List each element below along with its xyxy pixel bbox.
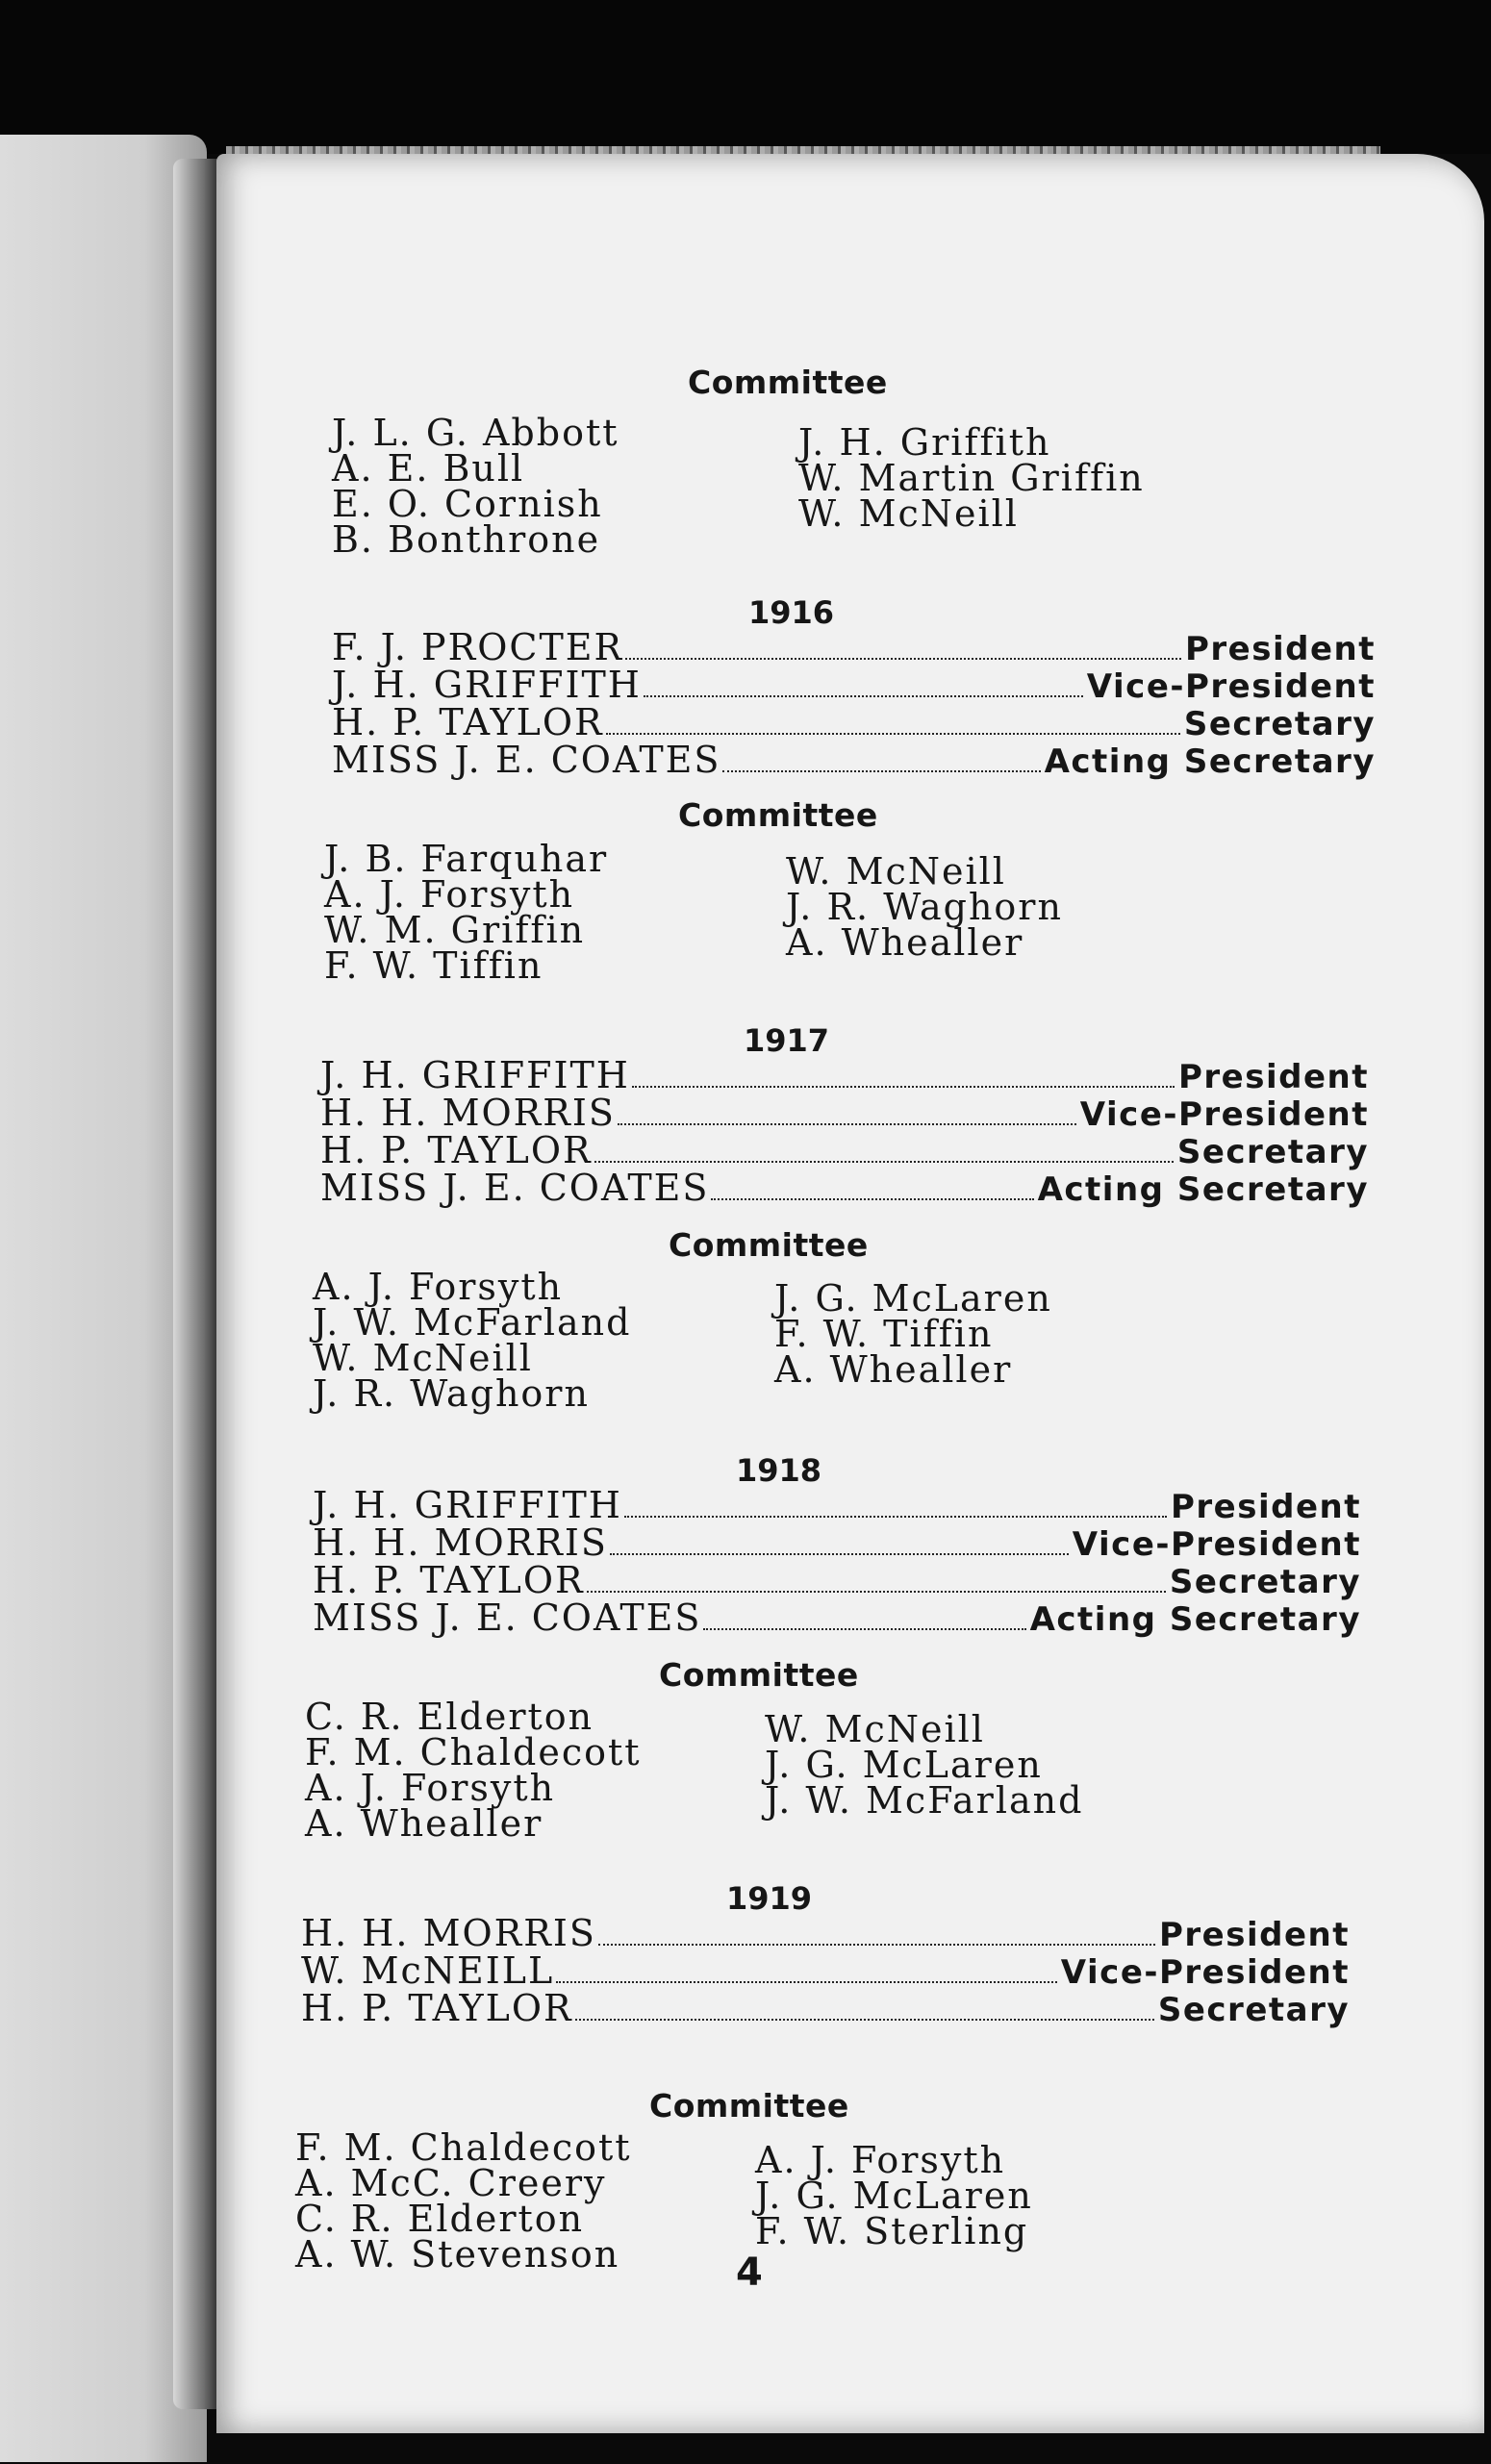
officer-row [320, 1129, 1369, 1171]
officers-list [332, 626, 1376, 781]
committee-heading: Committee [659, 1656, 859, 1694]
committee-member: J. G. McLaren [765, 1744, 1043, 1786]
officer-row [313, 1521, 1361, 1564]
committee-member: A. McC. Creery [295, 2162, 607, 2204]
committee-heading: Committee [678, 796, 878, 834]
officer-row [332, 701, 1376, 743]
committee-member: A. J. Forsyth [313, 1266, 564, 1308]
officer-row [313, 1559, 1361, 1601]
officer-name: H. P. TAYLOR [332, 701, 604, 743]
committee-member: J. G. McLaren [774, 1277, 1052, 1320]
officer-name: J. H. GRIFFITH [313, 1484, 622, 1526]
committee-member: J. W. McFarland [765, 1779, 1084, 1822]
officer-role: President [1178, 1058, 1369, 1096]
committee-member: C. R. Elderton [305, 1696, 594, 1738]
officer-name: H. P. TAYLOR [320, 1129, 593, 1171]
committee-right-list [798, 421, 1145, 535]
committee-member: A. Whealler [774, 1348, 1013, 1391]
leader-dots [594, 1161, 1174, 1163]
committee-member: F. M. Chaldecott [305, 1731, 642, 1773]
officer-role: Secretary [1176, 1133, 1369, 1171]
book-page [216, 154, 1484, 2433]
leader-dots [556, 1981, 1057, 1983]
officer-name: F. J. PROCTER [332, 626, 624, 668]
committee-member: F. W. Sterling [755, 2210, 1029, 2252]
committee-right-list [765, 1708, 1084, 1822]
committee-member: J. L. G. Abbott [332, 412, 619, 454]
committee-member: J. H. Griffith [798, 421, 1051, 464]
officer-row [301, 1987, 1350, 2029]
leader-dots [610, 1553, 1069, 1555]
committee-member: W. McNeill [313, 1337, 533, 1379]
officer-name: MISS J. E. COATES [320, 1167, 710, 1209]
leader-dots [644, 695, 1083, 697]
officer-role: Secretary [1157, 1991, 1350, 2029]
committee-member: A. J. Forsyth [755, 2139, 1006, 2181]
leader-dots [632, 1086, 1175, 1088]
committee-member: A. Whealler [305, 1802, 543, 1845]
committee-member: W. Martin Griffin [798, 457, 1145, 499]
committee-left-list [295, 2126, 632, 2275]
committee-left-list [313, 1266, 632, 1415]
committee-member: A. E. Bull [332, 447, 525, 490]
committee-member: B. Bonthrone [332, 518, 601, 561]
leader-dots [606, 733, 1180, 735]
committee-heading: Committee [688, 364, 888, 401]
leader-dots [625, 658, 1181, 660]
leader-dots [624, 1516, 1167, 1518]
committee-right-list [774, 1277, 1052, 1391]
officer-name: W. McNEILL [301, 1949, 555, 1992]
committee-member: A. J. Forsyth [324, 873, 575, 916]
officers-list [313, 1484, 1361, 1639]
officer-role: Acting Secretary [1044, 742, 1376, 781]
committee-member: J. R. Waghorn [786, 886, 1063, 928]
officer-role: Acting Secretary [1037, 1170, 1369, 1209]
officer-role: President [1159, 1916, 1350, 1954]
leader-dots [703, 1628, 1025, 1630]
officer-row [320, 1092, 1369, 1134]
leader-dots [722, 770, 1040, 772]
leader-dots [587, 1591, 1166, 1593]
officer-name: MISS J. E. COATES [313, 1597, 702, 1639]
committee-heading: Committee [649, 2087, 849, 2125]
officer-role: Vice-President [1079, 1095, 1369, 1134]
officer-name: H. H. MORRIS [320, 1092, 616, 1134]
leader-dots [575, 2019, 1154, 2021]
officer-role: Vice-President [1086, 667, 1376, 706]
officer-name: H. P. TAYLOR [301, 1987, 573, 2029]
background-top [0, 0, 1491, 154]
officer-role: Acting Secretary [1029, 1600, 1361, 1639]
officer-name: MISS J. E. COATES [332, 739, 721, 781]
committee-member: W. McNeill [765, 1708, 985, 1750]
officer-row [332, 626, 1376, 668]
leader-dots [598, 1944, 1155, 1946]
officer-role: Vice-President [1060, 1953, 1350, 1992]
committee-left-list [332, 412, 619, 561]
officer-name: H. H. MORRIS [301, 1912, 596, 1954]
committee-member: E. O. Cornish [332, 483, 603, 525]
officers-list [320, 1054, 1369, 1209]
officer-role: Secretary [1183, 705, 1376, 743]
officer-row [332, 664, 1376, 706]
committee-member: F. W. Tiffin [324, 944, 543, 987]
committee-member: W. McNeill [786, 850, 1006, 893]
committee-right-list [755, 2139, 1033, 2252]
year-heading: 1917 [744, 1022, 830, 1059]
committee-member: A. Whealler [786, 921, 1024, 964]
committee-right-list [786, 850, 1063, 964]
committee-member: J. W. McFarland [313, 1301, 632, 1344]
committee-member: J. G. McLaren [755, 2175, 1033, 2217]
year-heading: 1918 [736, 1452, 822, 1489]
page-content [216, 154, 1484, 2433]
committee-heading: Committee [669, 1226, 869, 1264]
year-heading: 1916 [748, 594, 835, 631]
committee-member: A. J. Forsyth [305, 1767, 556, 1809]
committee-member: F. M. Chaldecott [295, 2126, 632, 2169]
officers-list [301, 1912, 1350, 2029]
committee-member: C. R. Elderton [295, 2198, 585, 2240]
officer-row [332, 739, 1376, 781]
officer-name: H. P. TAYLOR [313, 1559, 585, 1601]
committee-member: F. W. Tiffin [774, 1313, 994, 1355]
committee-left-list [305, 1696, 642, 1845]
officer-role: Secretary [1169, 1563, 1361, 1601]
committee-member: J. R. Waghorn [313, 1372, 590, 1415]
officer-role: Vice-President [1072, 1525, 1361, 1564]
officer-row [320, 1054, 1369, 1096]
officer-row [313, 1484, 1361, 1526]
officer-name: J. H. GRIFFITH [320, 1054, 630, 1096]
committee-left-list [324, 838, 609, 987]
page-number: 4 [736, 2250, 763, 2295]
leader-dots [711, 1198, 1033, 1200]
officer-role: President [1185, 630, 1376, 668]
committee-member: W. M. Griffin [324, 909, 586, 951]
officer-name: J. H. GRIFFITH [332, 664, 642, 706]
officer-name: H. H. MORRIS [313, 1521, 608, 1564]
officer-role: President [1171, 1488, 1361, 1526]
committee-member: J. B. Farquhar [324, 838, 609, 880]
officer-row [313, 1597, 1361, 1639]
officer-row [301, 1912, 1350, 1954]
committee-member: A. W. Stevenson [295, 2233, 620, 2275]
officer-row [301, 1949, 1350, 1992]
committee-member: W. McNeill [798, 492, 1019, 535]
year-heading: 1919 [726, 1880, 813, 1917]
officer-row [320, 1167, 1369, 1209]
leader-dots [618, 1123, 1076, 1125]
